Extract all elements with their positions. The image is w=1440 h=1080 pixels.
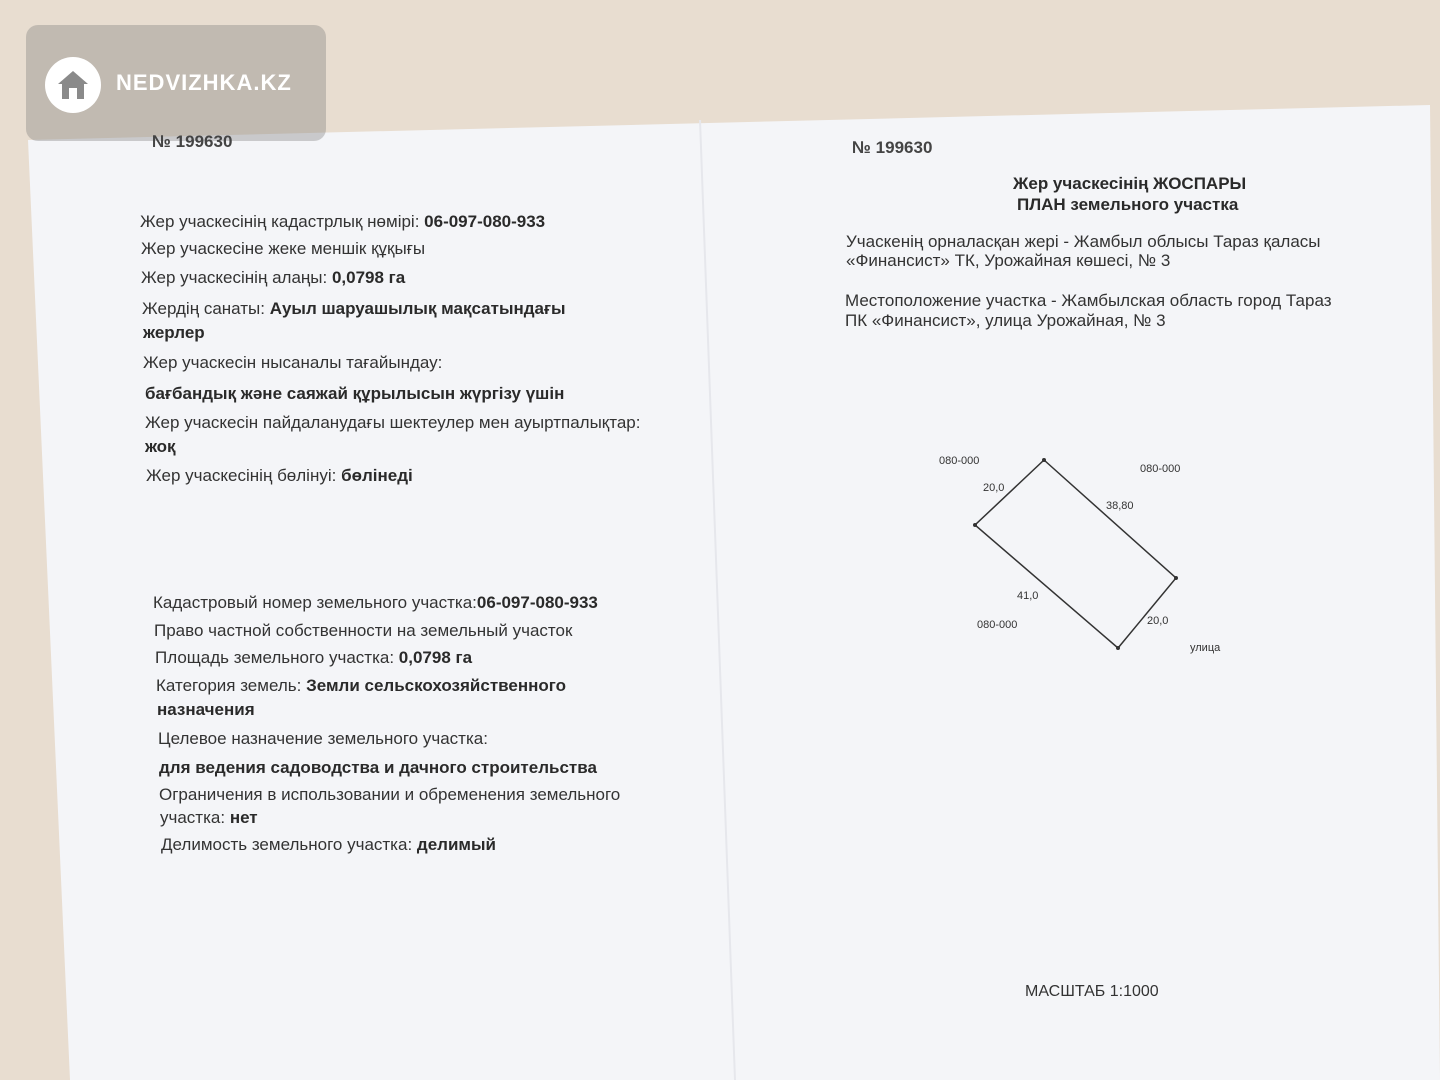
plan-title-ru: ПЛАН земельного участка xyxy=(1017,195,1239,214)
kz-divisibility-value: бөлінеді xyxy=(341,466,413,485)
ru-category-value-1: Земли сельскохозяйственного xyxy=(306,676,566,695)
plot-vertex xyxy=(1116,646,1120,650)
kz-purpose-value: бағбандық және саяжай құрылысын жүргізу үшін xyxy=(145,384,565,403)
side-length-bottom-left: 41,0 xyxy=(1017,590,1039,602)
ru-category-line xyxy=(156,676,566,696)
kz-area-label: Жер учаскесінің алаңы: xyxy=(141,268,332,287)
kz-restrictions-label: Жер учаскесін пайдаланудағы шектеулер мен ауыртпалықтар: xyxy=(145,413,641,432)
street-label: улица xyxy=(1190,642,1221,654)
ru-restrictions-label-1: Ограничения в использовании и обременения земельного xyxy=(159,785,621,804)
kz-cadastral-value: 06-097-080-933 xyxy=(424,212,546,231)
home-icon xyxy=(45,57,101,113)
side-length-top-right: 38,80 xyxy=(1106,500,1134,512)
ru-divisibility-label: Делимость земельного участка: xyxy=(161,835,417,854)
ru-restrictions-label-2: участка: xyxy=(160,808,230,827)
ru-cadastral-label: Кадастровый номер земельного участка: xyxy=(153,593,477,612)
watermark-text: NEDVIZHKA.KZ xyxy=(116,70,292,95)
ru-purpose-value: для ведения садоводства и дачного строительства xyxy=(159,758,597,777)
kz-purpose-label: Жер учаскесін нысаналы тағайындау: xyxy=(143,353,443,372)
location-kz-line-1: Учаскенің орналасқан жері - Жамбыл облысы Тараз қаласы xyxy=(846,232,1321,251)
certificate-number-right: № 199630 xyxy=(852,138,933,157)
plot-vertex xyxy=(1174,576,1178,580)
kz-category-value-1: Ауыл шаруашылық мақсатындағы xyxy=(269,299,566,318)
neighbor-label-nw: 080-000 xyxy=(939,455,980,467)
ru-category-value-2: назначения xyxy=(157,700,255,719)
ru-restrictions-line xyxy=(160,808,258,828)
kz-area-value: 0,0798 га xyxy=(331,268,406,287)
side-length-bottom-right: 20,0 xyxy=(1147,615,1169,627)
kz-ownership: Жер учаскесіне жеке меншік құқығы xyxy=(141,239,426,258)
plot-vertex xyxy=(1042,458,1046,462)
ru-ownership: Право частной собственности на земельный участок xyxy=(154,621,573,640)
kz-area-line xyxy=(141,268,405,288)
neighbor-label-ne: 080-000 xyxy=(1140,463,1181,475)
ru-category-label: Категория земель: xyxy=(156,676,307,695)
ru-area-label: Площадь земельного участка: xyxy=(155,648,399,667)
location-kz-line-2: «Финансист» ТК, Урожайная көшесі, № 3 xyxy=(846,251,1171,270)
ru-purpose-label: Целевое назначение земельного участка: xyxy=(158,729,488,748)
ru-cadastral-line xyxy=(153,593,598,613)
ru-area-value: 0,0798 га xyxy=(398,648,473,667)
ru-area-line xyxy=(155,648,472,668)
ru-divisibility-value: делимый xyxy=(416,835,496,854)
certificate-number-left: № 199630 xyxy=(152,132,233,151)
location-ru-line-2: ПК «Финансист», улица Урожайная, № 3 xyxy=(845,311,1166,330)
kz-divisibility-line xyxy=(146,466,413,486)
kz-cadastral-line xyxy=(140,212,545,232)
ru-restrictions-value: нет xyxy=(229,808,258,827)
ru-cadastral-value: 06-097-080-933 xyxy=(476,593,598,612)
plot-vertex xyxy=(973,523,977,527)
plan-title-kz: Жер учаскесінің ЖОСПАРЫ xyxy=(1013,174,1247,193)
location-ru-line-1: Местоположение участка - Жамбылская область город Тараз xyxy=(845,291,1332,310)
kz-restrictions-value: жоқ xyxy=(145,437,176,456)
neighbor-label-sw: 080-000 xyxy=(977,619,1018,631)
side-length-top-left: 20,0 xyxy=(983,482,1005,494)
kz-cadastral-label: Жер учаскесінің кадастрлық нөмірі: xyxy=(140,212,425,231)
kz-category-label: Жердің санаты: xyxy=(142,299,270,318)
kz-category-line xyxy=(142,299,566,319)
plan-scale: МАСШТАБ 1:1000 xyxy=(1025,983,1159,1000)
kz-divisibility-label: Жер учаскесінің бөлінуі: xyxy=(146,466,342,485)
kz-category-value-2: жерлер xyxy=(143,323,205,342)
ru-divisibility-line xyxy=(161,835,496,855)
